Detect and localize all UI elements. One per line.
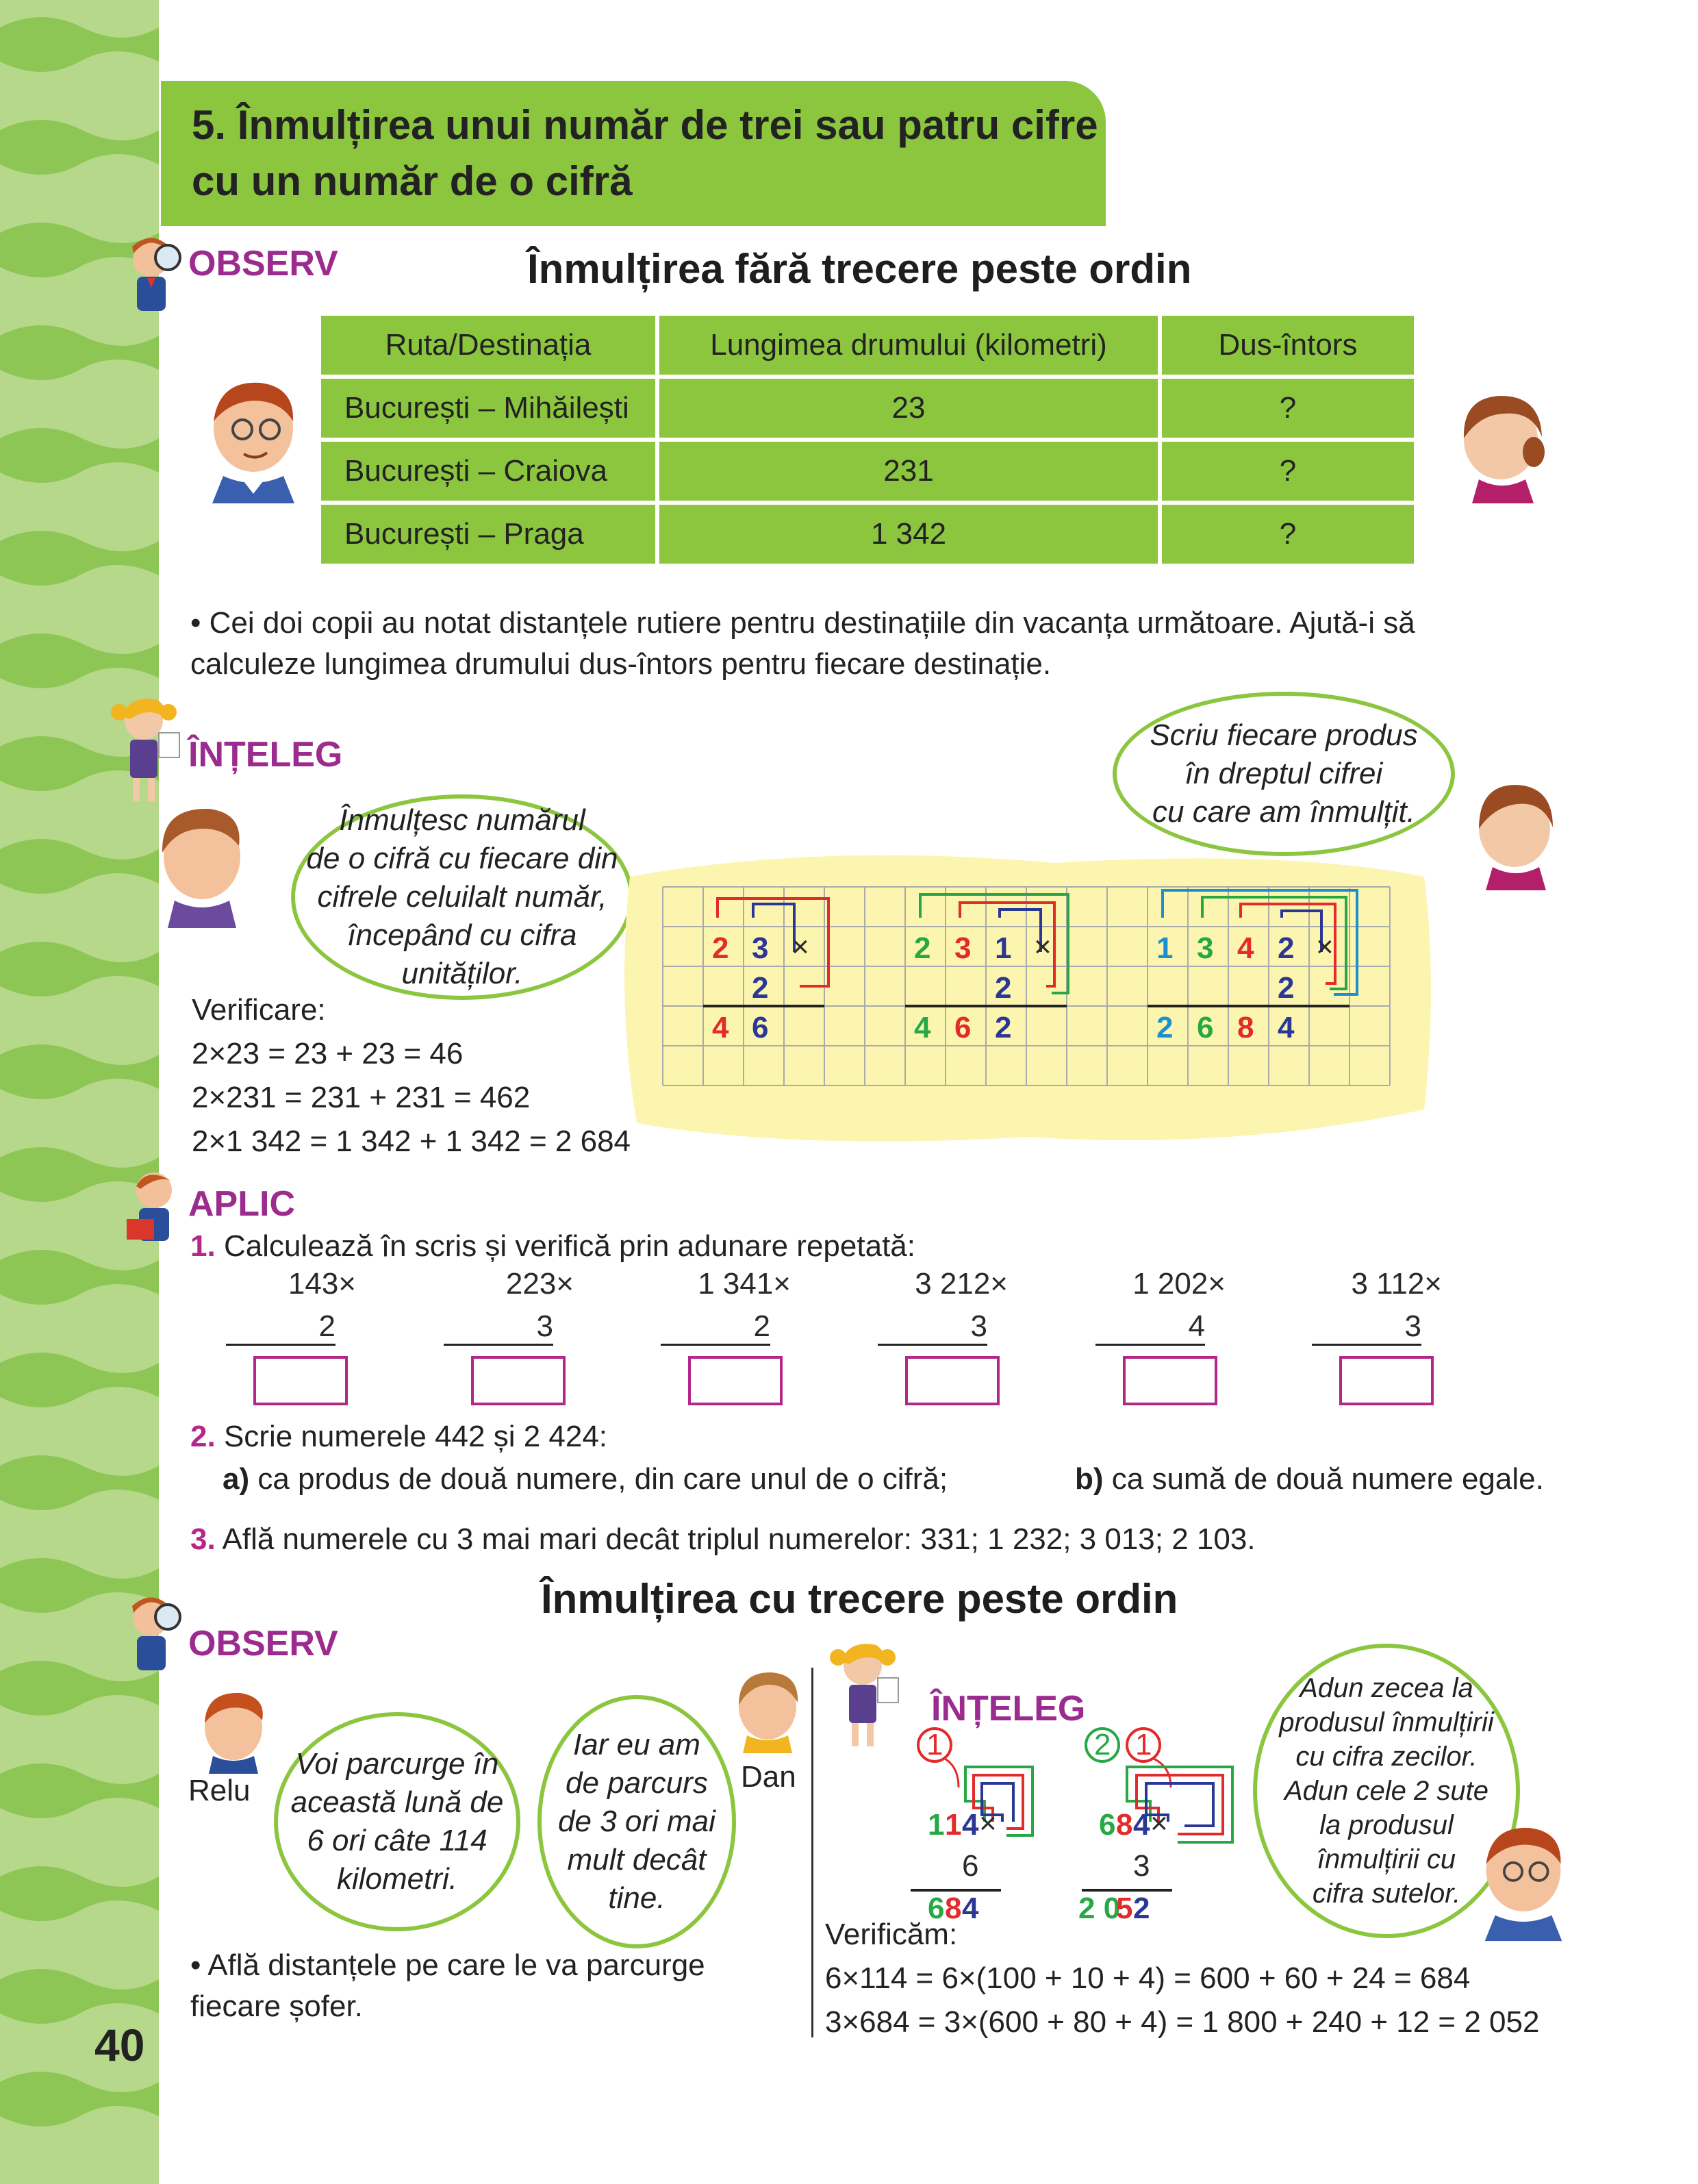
bubble-line: unităților.: [401, 957, 523, 990]
grid-digit: 8: [1237, 1011, 1254, 1044]
item-top: 223×: [505, 1267, 574, 1301]
answer-box[interactable]: [253, 1356, 348, 1405]
answer-box[interactable]: [905, 1356, 1000, 1405]
times-sign: ×: [791, 930, 809, 964]
bubble-line: Adun cele 2 sute: [1284, 1776, 1488, 1806]
exercise-2a: [223, 1459, 948, 1500]
bubble-line: cu care am înmulțit.: [1152, 795, 1415, 829]
bubble-line: în dreptul cifrei: [1184, 757, 1383, 790]
round-trip-cell: ?: [1162, 505, 1414, 564]
apply-label: APLIC: [188, 1184, 295, 1224]
exercise-number: 3.: [190, 1522, 216, 1556]
subitem-label: a): [223, 1462, 250, 1496]
bubble-line: cifra sutelor.: [1312, 1879, 1461, 1909]
table-row: [321, 442, 1414, 501]
grid-digit: 3: [954, 931, 972, 965]
grid-digit: 2: [1278, 971, 1295, 1005]
grid-digit: 4: [914, 1011, 931, 1044]
header-round-trip: Dus-întors: [1162, 316, 1414, 375]
length-cell: 231: [659, 442, 1158, 501]
carry-digit: 1: [926, 1728, 943, 1761]
verify-title: Verificăm:: [825, 1918, 958, 1951]
route-table: [317, 312, 1418, 568]
grid-digit: 1: [1156, 931, 1174, 965]
verify-title: Verificare:: [192, 993, 326, 1027]
round-trip-cell: ?: [1162, 442, 1414, 501]
speech-bubble-relu: [274, 1712, 520, 1931]
task-line2: calculeze lungimea drumului dus-întors pentru fiecare destinație.: [190, 647, 1052, 681]
subitem-text: ca sumă de două numere egale.: [1111, 1462, 1544, 1496]
calc-digit: 4: [1133, 1808, 1150, 1842]
subitem-label: b): [1075, 1462, 1104, 1496]
name-relu: Relu: [188, 1774, 251, 1807]
route-cell: București – Craiova: [321, 442, 655, 501]
item-bottom: 3: [878, 1309, 987, 1346]
grid-digit: 2: [1278, 931, 1295, 965]
boy-glasses-avatar: [199, 373, 308, 503]
verification-block-2: [825, 1914, 1539, 2043]
girl-avatar: [1452, 384, 1554, 503]
calc-result-digit: 4: [962, 1892, 979, 1925]
bubble-line: 6 ori câte 114: [307, 1824, 487, 1857]
carry-digit: 2: [1094, 1728, 1111, 1761]
lesson-title: [192, 97, 1098, 210]
length-cell: 1 342: [659, 505, 1158, 564]
grid-digit: 2: [995, 971, 1012, 1005]
magnifier-boy-icon: [120, 233, 188, 322]
grid-digit: 6: [752, 1011, 769, 1044]
item-bottom: 4: [1095, 1309, 1205, 1346]
magnifier-boy-icon: [120, 1592, 188, 1681]
times-sign: ×: [1316, 930, 1334, 964]
task-part2: [190, 1945, 705, 2027]
bubble-line: Înmulțesc numărul: [339, 803, 585, 837]
verify-line: 3×684 = 3×(600 + 80 + 4) = 1 800 + 240 + 12 = 2 052: [825, 2005, 1540, 2039]
exercise-text: Scrie numerele 442 și 2 424:: [223, 1420, 608, 1453]
section-heading-with-carry: Înmulțirea cu trecere peste ordin: [541, 1576, 1178, 1622]
lesson-title-line2: cu un număr de o cifră: [192, 158, 633, 204]
item-bottom: 2: [661, 1309, 770, 1346]
bubble-line: Iar eu am: [573, 1728, 700, 1761]
grid-digit: 2: [712, 931, 729, 965]
grid-digit: 1: [995, 931, 1012, 965]
calc-result-digit: 2 0: [1078, 1892, 1121, 1925]
route-cell: București – Mihăilești: [321, 379, 655, 438]
calc-result-digit: 5: [1116, 1892, 1133, 1925]
verification-block: [192, 990, 631, 1162]
table-row: [321, 505, 1414, 564]
speech-bubble-dan: [537, 1695, 736, 1948]
girl-with-paper-icon: [818, 1637, 907, 1753]
item-bottom: 2: [226, 1309, 335, 1346]
bubble-line: Voi parcurge în: [295, 1747, 499, 1781]
bubble-line: această lună de: [290, 1785, 504, 1819]
grid-digits: [616, 849, 1438, 1151]
lesson-title-line1: 5. Înmulțirea unui număr de trei sau patru cifre: [192, 102, 1098, 148]
girl-avatar: [1472, 774, 1561, 890]
bubble-line: Scriu fiecare produs: [1150, 718, 1418, 752]
bubble-line: de o cifră cu fiecare din: [306, 842, 618, 875]
times-sign: ×: [1034, 930, 1052, 964]
bubble-line: de 3 ori mai: [558, 1805, 715, 1838]
relu-avatar: [195, 1685, 270, 1774]
grid-digit: 4: [1278, 1011, 1295, 1044]
exercise-text: Află numerele cu 3 mai mari decât triplul numerelor: 331; 1 232; 3 013; 2 103.: [222, 1522, 1256, 1556]
times-sign: ×: [1150, 1807, 1168, 1840]
name-dan: Dan: [741, 1760, 796, 1794]
task-line2: fiecare șofer.: [190, 1990, 363, 2023]
item-top: 1 341×: [698, 1267, 791, 1301]
exercise-number: 1.: [190, 1229, 216, 1263]
speech-bubble-multiply: [291, 794, 633, 1000]
bubble-line: tine.: [608, 1881, 666, 1915]
exercise-2: [190, 1416, 607, 1457]
header-length: Lungimea drumului (kilometri): [659, 316, 1158, 375]
calc-multiplier: 6: [962, 1849, 979, 1883]
item-bottom: 3: [444, 1309, 553, 1346]
answer-box[interactable]: [1123, 1356, 1217, 1405]
bubble-line: kilometri.: [336, 1862, 458, 1896]
speech-bubble-write-product: [1113, 692, 1455, 856]
calc-digit: 6: [1099, 1808, 1116, 1842]
verify-line: 2×23 = 23 + 23 = 46: [192, 1037, 464, 1070]
bubble-line: cu cifra zecilor.: [1295, 1742, 1478, 1772]
item-bottom: 3: [1312, 1309, 1421, 1346]
table-row: [321, 379, 1414, 438]
observe-label: OBSERV: [188, 244, 338, 284]
grid-digit: 4: [1237, 931, 1254, 965]
table-header-row: [321, 316, 1414, 375]
grid-digit: 3: [752, 931, 769, 965]
verify-line: 2×231 = 231 + 231 = 462: [192, 1081, 531, 1114]
bubble-line: produsul înmulțirii: [1279, 1707, 1494, 1737]
dan-avatar: [729, 1664, 804, 1753]
calc-digit: 4: [962, 1808, 979, 1842]
item-top: 1 202×: [1132, 1267, 1226, 1301]
understand-label: ÎNȚELEG: [188, 735, 343, 775]
header-route: Ruta/Destinația: [321, 316, 655, 375]
grid-digit: 3: [1197, 931, 1214, 965]
calc-digit: 1: [928, 1808, 945, 1842]
bubble-line: mult decât: [567, 1843, 707, 1877]
exercise-1: [190, 1226, 915, 1267]
task-paragraph: [190, 603, 1553, 685]
exercise-number: 2.: [190, 1420, 216, 1453]
calc-digit: 8: [1116, 1808, 1133, 1842]
task-line1: • Află distanțele pe care le va parcurge: [190, 1948, 705, 1982]
bubble-line: cifrele celuilalt număr,: [317, 880, 607, 914]
grid-digit: 6: [954, 1011, 972, 1044]
calc-result-digit: 2: [1133, 1892, 1150, 1925]
grid-digit: 2: [752, 971, 769, 1005]
grid-digit: 2: [914, 931, 931, 965]
calc-result-digit: 6: [928, 1892, 945, 1925]
item-top: 3 112×: [1351, 1267, 1442, 1301]
subitem-text: ca produs de două numere, din care unul de o cifră;: [257, 1462, 948, 1496]
exercise-text: Calculează în scris și verifică prin adunare repetată:: [223, 1229, 915, 1263]
grid-digit: 2: [995, 1011, 1012, 1044]
exercise-2b: [1075, 1459, 1544, 1500]
answer-box[interactable]: [1339, 1356, 1434, 1405]
boy-reading-icon: [120, 1164, 188, 1253]
boy-avatar: [147, 798, 250, 928]
section-heading-no-carry: Înmulțirea fără trecere peste ordin: [527, 246, 1192, 292]
route-cell: București – Praga: [321, 505, 655, 564]
bubble-line: începând cu cifra: [347, 918, 577, 952]
verify-line: 2×1 342 = 1 342 + 1 342 = 2 684: [192, 1125, 631, 1158]
bubble-line: de parcurs: [566, 1766, 708, 1800]
round-trip-cell: ?: [1162, 379, 1414, 438]
carry-calculations: [911, 1719, 1267, 1924]
length-cell: 23: [659, 379, 1158, 438]
item-top: 3 212×: [915, 1267, 1008, 1301]
exercise-3: [190, 1519, 1256, 1560]
task-line1: • Cei doi copii au notat distanțele rutiere pentru destinațiile din vacanța următoare. Ajută-i să: [190, 606, 1415, 640]
decorative-margin: [0, 0, 159, 2184]
bubble-line: înmulțirii cu: [1317, 1844, 1456, 1874]
column-divider: [811, 1668, 813, 2037]
lesson-title-band: [161, 81, 1106, 226]
understand-label-2: ÎNȚELEG: [931, 1689, 1086, 1729]
bubble-line: Adun zecea la: [1300, 1673, 1473, 1703]
page-number: 40: [94, 2020, 145, 2070]
verify-line: 6×114 = 6×(100 + 10 + 4) = 600 + 60 + 24 = 684: [825, 1961, 1471, 1995]
answer-box[interactable]: [688, 1356, 783, 1405]
grid-digit: 2: [1156, 1011, 1174, 1044]
grid-digit: 6: [1197, 1011, 1214, 1044]
answer-box[interactable]: [471, 1356, 566, 1405]
bubble-line: la produsul: [1319, 1810, 1454, 1840]
grid-digit: 4: [712, 1011, 729, 1044]
item-top: 143×: [288, 1267, 356, 1301]
calc-result-digit: 8: [945, 1892, 962, 1925]
observe-label-2: OBSERV: [188, 1624, 338, 1664]
times-sign: ×: [979, 1807, 997, 1840]
calc-multiplier: 3: [1133, 1849, 1150, 1883]
girl-with-paper-icon: [103, 692, 185, 808]
carry-digit: 1: [1135, 1728, 1152, 1761]
calc-digit: 1: [945, 1808, 962, 1842]
